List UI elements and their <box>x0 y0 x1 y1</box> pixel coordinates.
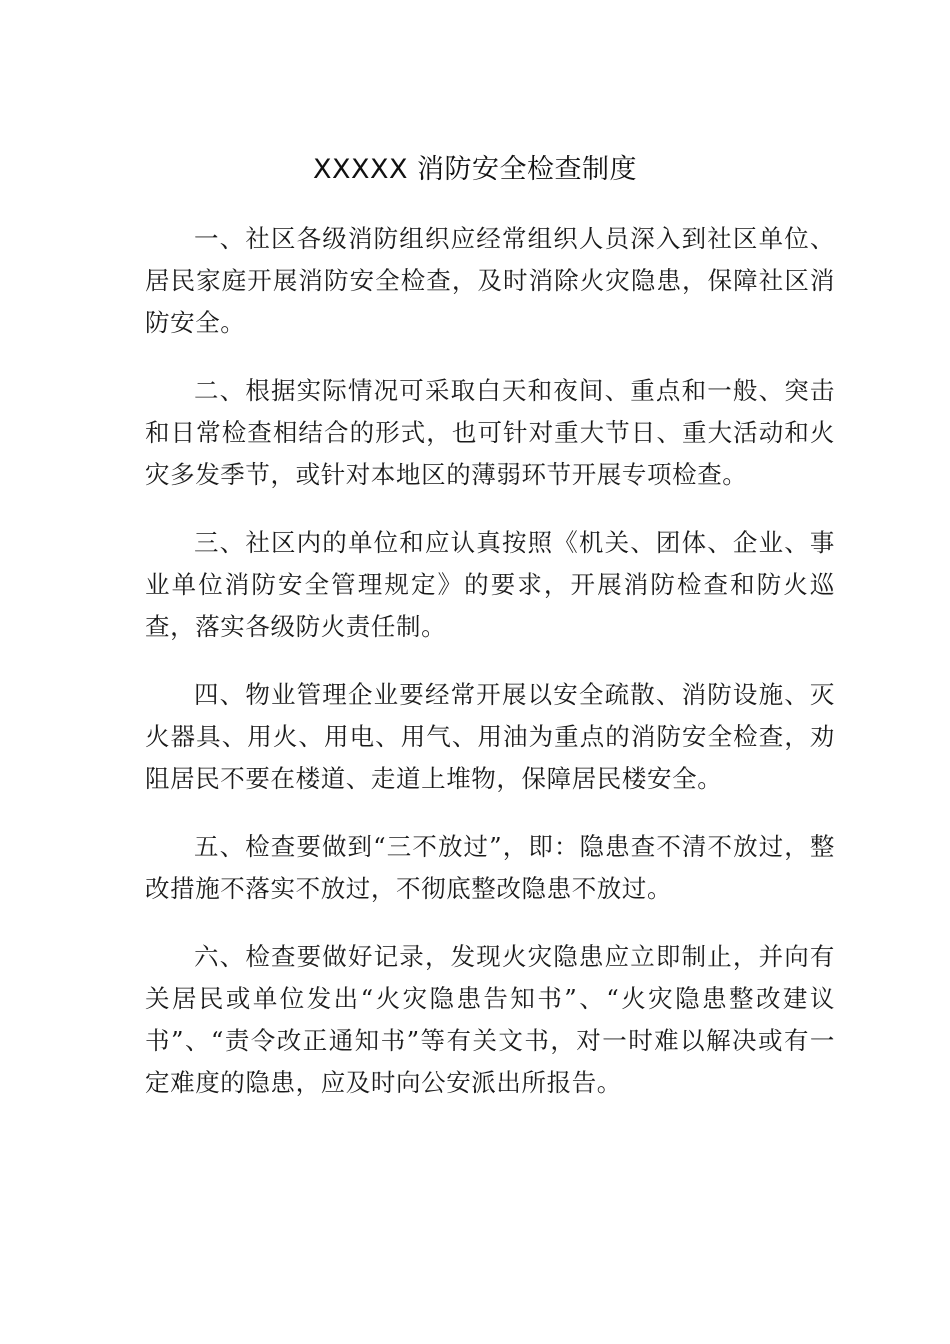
paragraph-3: 三、社区内的单位和应认真按照《机关、团体、企业、事业单位消防安全管理规定》的要求，开展消防检查和防火巡查，落实各级防火责任制。 <box>145 528 835 641</box>
paragraph-2: 二、根据实际情况可采取白天和夜间、重点和一般、突击和日常检查相结合的形式，也可针对重大节日、重大活动和火灾多发季节，或针对本地区的薄弱环节开展专项检查。 <box>145 376 835 489</box>
paragraph-1: 一、社区各级消防组织应经常组织人员深入到社区单位、居民家庭开展消防安全检查，及时消除火灾隐患，保障社区消防安全。 <box>145 224 835 337</box>
document-title: XXXXX 消防安全检查制度 <box>312 154 638 185</box>
paragraph-6: 六、检查要做好记录，发现火灾隐患应立即制止，并向有关居民或单位发出“火灾隐患告知书”、“火灾隐患整改建议书”、“责令改正通知书”等有关文书，对一时难以解决或有一定难度的隐患，应及时向公安派出所报告。 <box>145 942 835 1097</box>
document-body <box>145 218 835 1130</box>
paragraph-5: 五、检查要做到“三不放过”，即：隐患查不清不放过，整改措施不落实不放过，不彻底整改隐患不放过。 <box>145 832 835 903</box>
paragraph-4: 四、物业管理企业要经常开展以安全疏散、消防设施、灭火器具、用火、用电、用气、用油为重点的消防安全检查，劝阻居民不要在楼道、走道上堆物，保障居民楼安全。 <box>145 680 835 793</box>
